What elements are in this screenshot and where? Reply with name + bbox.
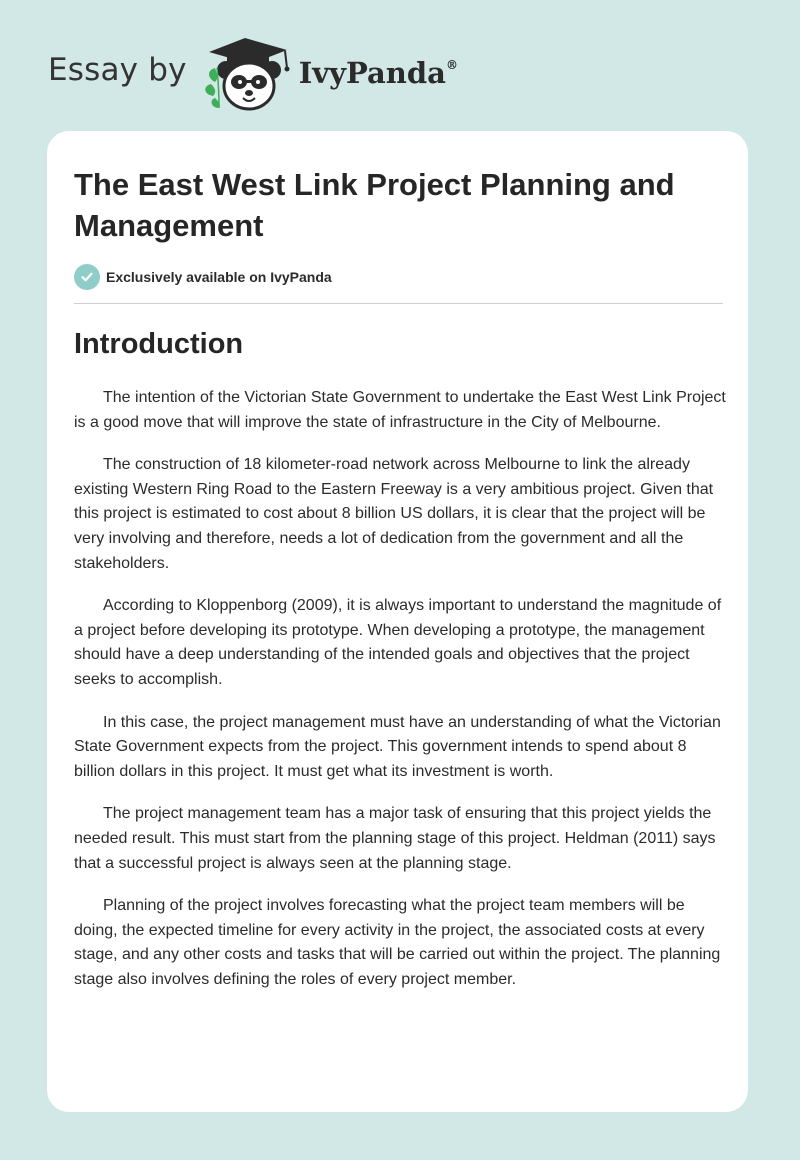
paragraph: According to Kloppenborg (2009), it is always important to understand the magnitude of a project before developing its prototype. When developing a prototype, the management should have a deep understanding of the intended goals and objectives that the project seeks to accomplish.	[74, 597, 722, 688]
paragraph: The project management team has a major task of ensuring that this project yields the needed result. This must start from the planning stage of this project. Heldman (2011) says that a successful project is always seen at the planning stage.	[74, 805, 716, 872]
site-header	[48, 34, 458, 114]
paragraph: The intention of the Victorian State Government to undertake the East West Link Project is a good move that will improve the state of infrastructure in the City of Melbourne.	[74, 389, 726, 431]
essay-by-label: Essay by	[48, 52, 187, 88]
essay-card	[47, 131, 748, 1112]
essay-title: The East West Link Project Planning and Management	[74, 167, 675, 243]
panda-logo-icon[interactable]	[201, 34, 297, 114]
check-icon	[74, 264, 100, 290]
brand-text: IvyPanda	[298, 56, 446, 90]
divider	[74, 303, 723, 304]
paragraph: The construction of 18 kilometer-road network across Melbourne to link the already existing Western Ring Road to the Eastern Freeway is a very ambitious project. Given that this project is estimated to cost about 8 billion US dollars, it is clear that the project will be very involving and therefore, needs a lot of dedication from the government and all the stakeholders.	[74, 456, 714, 572]
essay-body	[74, 386, 728, 1010]
badge-label: Exclusively available on IvyPanda	[106, 269, 332, 285]
section-heading: Introduction	[74, 328, 244, 360]
brand-name[interactable]	[299, 56, 458, 90]
paragraph: Planning of the project involves forecasting what the project team members will be doing, the expected timeline for every activity in the project, the associated costs at every stage, and any other costs and tasks that will be carried out within the project. The planning stage also involves defining the roles of every project member.	[74, 897, 721, 988]
paragraph: In this case, the project management must have an understanding of what the Victorian State Government expects from the project. This government intends to spend about 8 billion dollars in this project. It must get what its investment is worth.	[74, 713, 721, 780]
registered-mark: ®	[445, 58, 458, 72]
exclusive-badge	[74, 264, 332, 290]
